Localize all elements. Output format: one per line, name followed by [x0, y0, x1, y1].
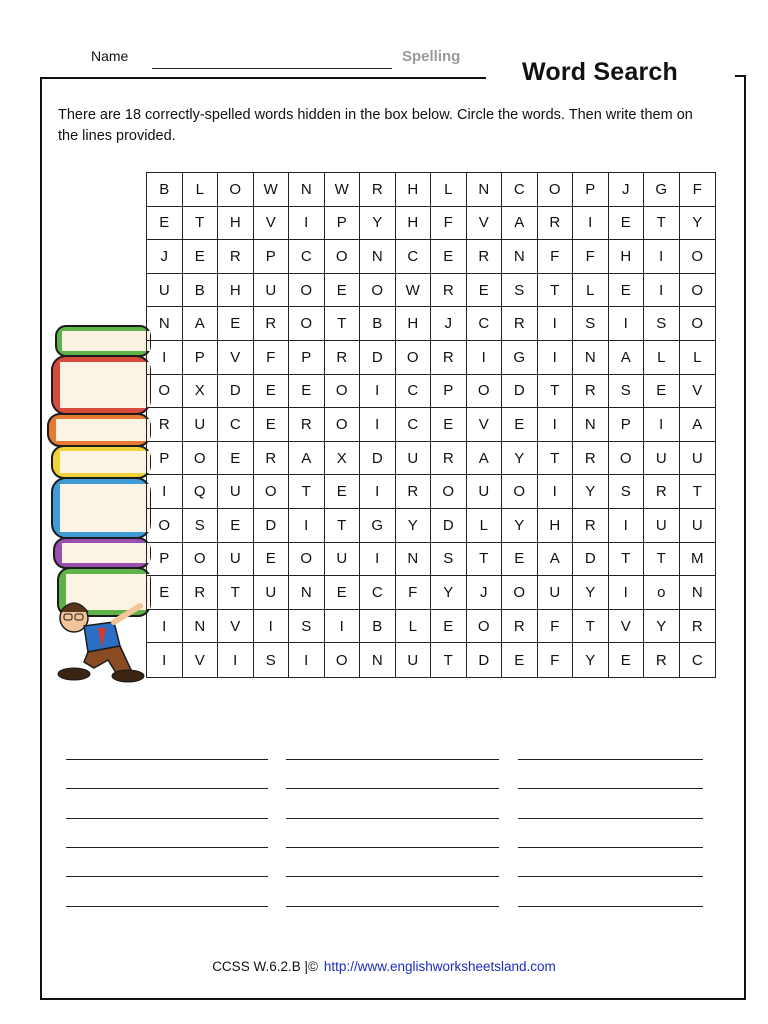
grid-cell[interactable]: V: [218, 341, 254, 375]
answer-line[interactable]: [286, 759, 499, 760]
grid-cell[interactable]: T: [289, 475, 325, 509]
grid-cell[interactable]: H: [396, 207, 432, 241]
page-title: Word Search: [522, 58, 678, 86]
grid-cell[interactable]: O: [325, 643, 361, 677]
grid-cell[interactable]: O: [680, 240, 716, 274]
grid-cell[interactable]: D: [573, 543, 609, 577]
grid-cell[interactable]: J: [467, 576, 503, 610]
grid-cell[interactable]: D: [467, 643, 503, 677]
grid-cell[interactable]: I: [147, 643, 183, 677]
grid-cell[interactable]: O: [325, 408, 361, 442]
grid-cell[interactable]: I: [218, 643, 254, 677]
grid-cell[interactable]: O: [325, 375, 361, 409]
grid-cell[interactable]: U: [183, 408, 219, 442]
grid-cell[interactable]: U: [644, 442, 680, 476]
grid-cell[interactable]: T: [538, 274, 574, 308]
footer: [0, 959, 768, 974]
grid-cell[interactable]: V: [609, 610, 645, 644]
grid-cell[interactable]: F: [396, 576, 432, 610]
grid-cell[interactable]: N: [289, 576, 325, 610]
grid-cell[interactable]: A: [609, 341, 645, 375]
grid-cell[interactable]: O: [289, 307, 325, 341]
grid-cell[interactable]: R: [396, 475, 432, 509]
grid-cell[interactable]: F: [538, 610, 574, 644]
grid-cell[interactable]: C: [396, 375, 432, 409]
grid-cell[interactable]: C: [289, 240, 325, 274]
grid-cell[interactable]: U: [218, 475, 254, 509]
grid-cell[interactable]: E: [147, 576, 183, 610]
book-stack-icon: [48, 326, 150, 616]
grid-cell[interactable]: H: [396, 173, 432, 207]
grid-cell[interactable]: R: [644, 643, 680, 677]
grid-cell[interactable]: I: [644, 408, 680, 442]
grid-cell[interactable]: T: [538, 442, 574, 476]
answer-line[interactable]: [518, 906, 703, 907]
grid-cell[interactable]: T: [183, 207, 219, 241]
grid-cell[interactable]: G: [644, 173, 680, 207]
grid-cell[interactable]: O: [502, 576, 538, 610]
grid-cell[interactable]: Y: [431, 576, 467, 610]
grid-cell[interactable]: C: [218, 408, 254, 442]
grid-cell[interactable]: R: [680, 610, 716, 644]
grid-cell[interactable]: F: [538, 643, 574, 677]
grid-cell[interactable]: A: [183, 307, 219, 341]
grid-cell[interactable]: Y: [644, 610, 680, 644]
grid-cell[interactable]: R: [218, 240, 254, 274]
instructions-text: There are 18 correctly-spelled words hidden in the box below. Circle the words. Then write them on the lines provided.: [58, 107, 693, 144]
grid-cell[interactable]: D: [360, 442, 396, 476]
grid-cell[interactable]: F: [431, 207, 467, 241]
grid-cell[interactable]: I: [360, 408, 396, 442]
grid-cell[interactable]: I: [467, 341, 503, 375]
grid-cell[interactable]: E: [431, 408, 467, 442]
grid-cell[interactable]: N: [573, 341, 609, 375]
grid-cell[interactable]: H: [218, 207, 254, 241]
name-label: Name: [91, 48, 129, 64]
grid-cell[interactable]: R: [573, 375, 609, 409]
grid-cell[interactable]: L: [680, 341, 716, 375]
grid-cell[interactable]: L: [431, 173, 467, 207]
grid-cell[interactable]: S: [573, 307, 609, 341]
grid-cell[interactable]: P: [183, 341, 219, 375]
grid-cell[interactable]: E: [502, 543, 538, 577]
grid-cell[interactable]: I: [289, 207, 325, 241]
grid-cell[interactable]: E: [183, 240, 219, 274]
answer-line[interactable]: [66, 818, 268, 819]
grid-cell[interactable]: R: [147, 408, 183, 442]
grid-cell[interactable]: E: [431, 240, 467, 274]
grid-cell[interactable]: U: [467, 475, 503, 509]
frame-border-left: [40, 77, 42, 999]
grid-cell[interactable]: S: [254, 643, 290, 677]
frame-border-right: [744, 75, 746, 999]
grid-cell[interactable]: P: [289, 341, 325, 375]
answer-line[interactable]: [66, 876, 268, 877]
grid-cell[interactable]: I: [147, 610, 183, 644]
answer-line[interactable]: [286, 876, 499, 877]
grid-cell[interactable]: L: [467, 509, 503, 543]
grid-cell[interactable]: V: [467, 408, 503, 442]
grid-cell[interactable]: O: [289, 543, 325, 577]
grid-cell[interactable]: I: [609, 509, 645, 543]
grid-cell[interactable]: C: [396, 408, 432, 442]
grid-cell[interactable]: U: [644, 509, 680, 543]
grid-cell[interactable]: E: [218, 442, 254, 476]
answer-line[interactable]: [286, 906, 499, 907]
grid-cell[interactable]: R: [254, 442, 290, 476]
grid-cell[interactable]: T: [218, 576, 254, 610]
grid-cell[interactable]: U: [680, 442, 716, 476]
grid-cell[interactable]: I: [289, 643, 325, 677]
grid-cell[interactable]: T: [644, 207, 680, 241]
grid-cell[interactable]: N: [147, 307, 183, 341]
answer-line[interactable]: [518, 759, 703, 760]
grid-cell[interactable]: I: [325, 610, 361, 644]
grid-cell[interactable]: G: [360, 509, 396, 543]
grid-cell[interactable]: A: [289, 442, 325, 476]
grid-cell[interactable]: N: [502, 240, 538, 274]
grid-cell[interactable]: T: [467, 543, 503, 577]
grid-cell[interactable]: O: [680, 274, 716, 308]
grid-cell[interactable]: S: [183, 509, 219, 543]
grid-cell[interactable]: O: [467, 610, 503, 644]
grid-cell[interactable]: Y: [502, 509, 538, 543]
answer-line[interactable]: [518, 818, 703, 819]
grid-cell[interactable]: T: [680, 475, 716, 509]
grid-cell[interactable]: E: [609, 643, 645, 677]
grid-cell[interactable]: I: [147, 475, 183, 509]
grid-cell[interactable]: T: [538, 375, 574, 409]
grid-cell[interactable]: T: [609, 543, 645, 577]
grid-cell[interactable]: A: [467, 442, 503, 476]
grid-cell[interactable]: U: [218, 543, 254, 577]
answer-line[interactable]: [286, 788, 499, 789]
grid-cell[interactable]: T: [431, 643, 467, 677]
grid-cell[interactable]: E: [289, 375, 325, 409]
grid-cell[interactable]: C: [396, 240, 432, 274]
answer-line[interactable]: [66, 847, 268, 848]
grid-cell[interactable]: N: [360, 240, 396, 274]
grid-cell[interactable]: N: [183, 610, 219, 644]
grid-cell[interactable]: E: [147, 207, 183, 241]
grid-cell[interactable]: O: [147, 509, 183, 543]
grid-cell[interactable]: Y: [573, 475, 609, 509]
grid-cell[interactable]: O: [183, 442, 219, 476]
grid-cell[interactable]: W: [254, 173, 290, 207]
grid-cell[interactable]: U: [325, 543, 361, 577]
grid-cell[interactable]: P: [325, 207, 361, 241]
grid-cell[interactable]: R: [183, 576, 219, 610]
grid-cell[interactable]: S: [289, 610, 325, 644]
grid-cell[interactable]: F: [680, 173, 716, 207]
name-entry-line[interactable]: [152, 68, 392, 69]
grid-cell[interactable]: Y: [502, 442, 538, 476]
answer-line[interactable]: [518, 847, 703, 848]
grid-cell[interactable]: B: [360, 610, 396, 644]
grid-cell[interactable]: I: [538, 408, 574, 442]
grid-cell[interactable]: U: [147, 274, 183, 308]
answer-line[interactable]: [518, 876, 703, 877]
grid-cell[interactable]: o: [644, 576, 680, 610]
grid-cell[interactable]: N: [467, 173, 503, 207]
grid-cell[interactable]: C: [360, 576, 396, 610]
grid-cell[interactable]: O: [218, 173, 254, 207]
grid-cell[interactable]: R: [325, 341, 361, 375]
grid-cell[interactable]: I: [538, 341, 574, 375]
grid-cell[interactable]: B: [147, 173, 183, 207]
answer-line[interactable]: [66, 788, 268, 789]
grid-cell[interactable]: I: [254, 610, 290, 644]
grid-cell[interactable]: J: [609, 173, 645, 207]
grid-cell[interactable]: U: [396, 643, 432, 677]
grid-cell[interactable]: D: [360, 341, 396, 375]
grid-cell[interactable]: I: [538, 475, 574, 509]
grid-cell[interactable]: O: [183, 543, 219, 577]
grid-cell[interactable]: R: [467, 240, 503, 274]
grid-cell[interactable]: V: [680, 375, 716, 409]
grid-cell[interactable]: M: [680, 543, 716, 577]
grid-cell[interactable]: T: [644, 543, 680, 577]
frame-border-top-left: [40, 77, 486, 79]
grid-cell[interactable]: D: [218, 375, 254, 409]
grid-cell[interactable]: R: [431, 442, 467, 476]
grid-cell[interactable]: G: [502, 341, 538, 375]
grid-cell[interactable]: O: [254, 475, 290, 509]
grid-cell[interactable]: J: [431, 307, 467, 341]
answer-line[interactable]: [66, 906, 268, 907]
grid-cell[interactable]: P: [147, 543, 183, 577]
grid-cell[interactable]: R: [573, 442, 609, 476]
grid-cell[interactable]: E: [644, 375, 680, 409]
grid-cell[interactable]: U: [680, 509, 716, 543]
grid-cell[interactable]: C: [502, 173, 538, 207]
grid-cell[interactable]: L: [644, 341, 680, 375]
grid-cell[interactable]: A: [502, 207, 538, 241]
grid-cell[interactable]: S: [644, 307, 680, 341]
answer-line[interactable]: [66, 759, 268, 760]
grid-cell[interactable]: O: [289, 274, 325, 308]
grid-cell[interactable]: N: [360, 643, 396, 677]
grid-cell[interactable]: O: [360, 274, 396, 308]
answer-line[interactable]: [286, 847, 499, 848]
grid-cell[interactable]: N: [396, 543, 432, 577]
grid-cell[interactable]: D: [431, 509, 467, 543]
grid-cell[interactable]: O: [609, 442, 645, 476]
grid-cell[interactable]: S: [431, 543, 467, 577]
grid-cell[interactable]: P: [431, 375, 467, 409]
grid-cell[interactable]: R: [573, 509, 609, 543]
grid-cell[interactable]: R: [431, 341, 467, 375]
grid-cell[interactable]: O: [680, 307, 716, 341]
grid-cell[interactable]: O: [396, 341, 432, 375]
grid-cell[interactable]: I: [538, 307, 574, 341]
grid-cell[interactable]: E: [254, 375, 290, 409]
grid-cell[interactable]: V: [254, 207, 290, 241]
stacked-books-illustration: [44, 322, 154, 684]
grid-cell[interactable]: H: [218, 274, 254, 308]
grid-cell[interactable]: C: [691, 651, 703, 669]
grid-cell[interactable]: V: [467, 207, 503, 241]
grid-cell[interactable]: E: [502, 643, 538, 677]
grid-cell[interactable]: U: [254, 274, 290, 308]
grid-cell[interactable]: I: [360, 475, 396, 509]
grid-cell[interactable]: S: [609, 475, 645, 509]
website-link[interactable]: http://www.englishworksheetsland.com: [323, 959, 556, 974]
grid-cell[interactable]: T: [325, 307, 361, 341]
word-search-grid[interactable]: [146, 172, 716, 678]
grid-cell[interactable]: I: [147, 341, 183, 375]
grid-cell[interactable]: N: [289, 173, 325, 207]
grid-cell[interactable]: R: [431, 274, 467, 308]
grid-cell[interactable]: D: [254, 509, 290, 543]
grid-cell[interactable]: F: [254, 341, 290, 375]
grid-cell[interactable]: C: [467, 307, 503, 341]
frame-border-bottom: [40, 998, 746, 1000]
grid-cell[interactable]: Y: [396, 509, 432, 543]
grid-cell[interactable]: R: [538, 207, 574, 241]
grid-cell[interactable]: U: [538, 576, 574, 610]
grid-cell[interactable]: I: [360, 543, 396, 577]
grid-cell[interactable]: E: [467, 274, 503, 308]
grid-cell[interactable]: O: [538, 173, 574, 207]
grid-cell[interactable]: B: [360, 307, 396, 341]
grid-cell[interactable]: N: [573, 408, 609, 442]
grid-cell[interactable]: E: [254, 543, 290, 577]
grid-cell[interactable]: Y: [573, 576, 609, 610]
grid-cell[interactable]: P: [609, 408, 645, 442]
grid-cell[interactable]: E: [609, 207, 645, 241]
grid-cell[interactable]: L: [183, 173, 219, 207]
grid-cell[interactable]: X: [325, 442, 361, 476]
grid-cell[interactable]: E: [325, 576, 361, 610]
grid-cell[interactable]: J: [147, 240, 183, 274]
grid-cell[interactable]: R: [644, 475, 680, 509]
grid-cell[interactable]: I: [360, 375, 396, 409]
grid-cell[interactable]: E: [431, 610, 467, 644]
grid-cell[interactable]: P: [147, 442, 183, 476]
grid-cell[interactable]: W: [325, 173, 361, 207]
grid-cell[interactable]: T: [325, 509, 361, 543]
grid-cell[interactable]: O: [467, 375, 503, 409]
grid-cell[interactable]: E: [609, 274, 645, 308]
grid-cell[interactable]: R: [254, 307, 290, 341]
grid-cell[interactable]: I: [644, 274, 680, 308]
grid-cell[interactable]: F: [538, 240, 574, 274]
grid-cell[interactable]: I: [289, 509, 325, 543]
grid-cell[interactable]: E: [218, 307, 254, 341]
grid-cell[interactable]: E: [325, 475, 361, 509]
grid-cell[interactable]: A: [538, 543, 574, 577]
subject-label: Spelling: [402, 48, 461, 65]
grid-cell[interactable]: O: [431, 475, 467, 509]
grid-cell[interactable]: H: [609, 240, 645, 274]
grid-cell[interactable]: H: [538, 509, 574, 543]
grid-cell[interactable]: I: [573, 207, 609, 241]
grid-cell[interactable]: E: [325, 274, 361, 308]
grid-cell[interactable]: L: [573, 274, 609, 308]
grid-cell[interactable]: E: [218, 509, 254, 543]
grid-cell[interactable]: S: [609, 375, 645, 409]
grid-cell[interactable]: I: [609, 576, 645, 610]
grid-cell[interactable]: S: [502, 274, 538, 308]
grid-cell[interactable]: D: [502, 375, 538, 409]
grid-cell[interactable]: P: [254, 240, 290, 274]
grid-cell[interactable]: A: [680, 408, 716, 442]
grid-cell[interactable]: W: [396, 274, 432, 308]
grid-cell[interactable]: U: [254, 576, 290, 610]
grid-cell[interactable]: Y: [360, 207, 396, 241]
grid-cell[interactable]: B: [183, 274, 219, 308]
grid-cell[interactable]: R: [289, 408, 325, 442]
answer-line[interactable]: [518, 788, 703, 789]
grid-cell[interactable]: Q: [183, 475, 219, 509]
grid-cell[interactable]: N: [680, 576, 716, 610]
grid-cell[interactable]: X: [183, 375, 219, 409]
grid-cell[interactable]: E: [254, 408, 290, 442]
grid-cell[interactable]: V: [218, 610, 254, 644]
grid-cell[interactable]: Y: [573, 643, 609, 677]
grid-cell[interactable]: O: [147, 375, 183, 409]
grid-cell[interactable]: L: [396, 610, 432, 644]
grid-cell[interactable]: U: [396, 442, 432, 476]
grid-cell[interactable]: O: [325, 240, 361, 274]
grid-cell[interactable]: Y: [680, 207, 716, 241]
grid-cell[interactable]: P: [573, 173, 609, 207]
grid-cell[interactable]: E: [502, 408, 538, 442]
grid-cell[interactable]: I: [609, 307, 645, 341]
grid-cell[interactable]: R: [502, 610, 538, 644]
grid-cell[interactable]: O: [502, 475, 538, 509]
answer-line[interactable]: [286, 818, 499, 819]
grid-cell[interactable]: R: [360, 173, 396, 207]
grid-cell[interactable]: I: [644, 240, 680, 274]
grid-cell[interactable]: V: [183, 643, 219, 677]
standard-code: CCSS W.6.2.B |©: [212, 959, 318, 974]
grid-cell[interactable]: F: [573, 240, 609, 274]
grid-cell[interactable]: T: [573, 610, 609, 644]
grid-cell[interactable]: H: [396, 307, 432, 341]
grid-cell[interactable]: R: [502, 307, 538, 341]
